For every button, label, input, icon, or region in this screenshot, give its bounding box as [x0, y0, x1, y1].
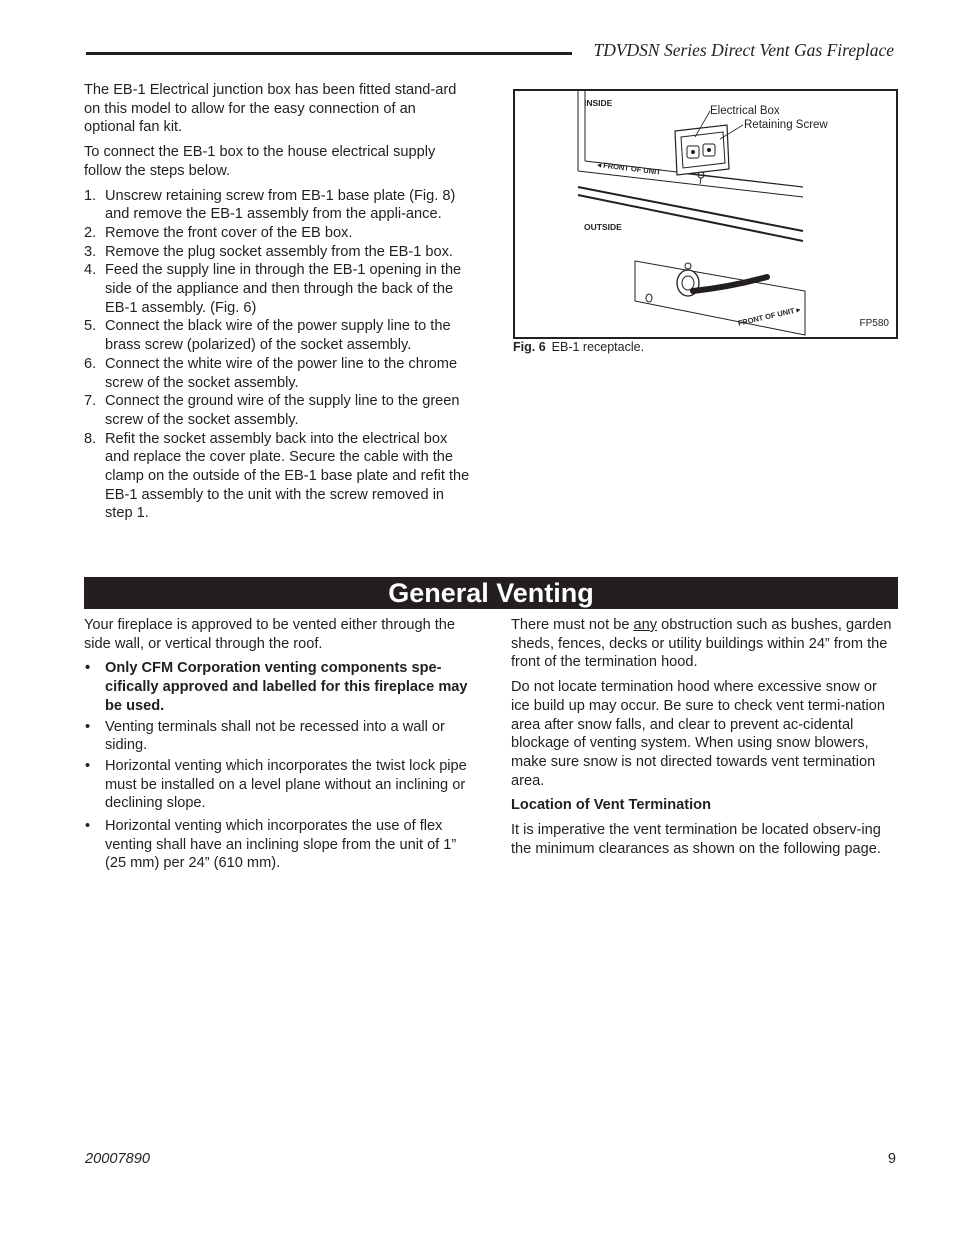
footer-page-number: 9	[887, 1151, 896, 1167]
step-text: Refit the socket assembly back into the electrical box and replace the cover plate. Secure the cable with the clamp on the outside of the EB-1 base plate and refit the EB-1 assembly to the unit with the screw removed in step 1.	[105, 430, 470, 522]
bullet-mark: •	[85, 718, 91, 735]
figure-label-front-top: ◂ FRONT OF UNIT	[596, 160, 662, 177]
step-number: 1.	[84, 187, 97, 204]
paragraph-text: There must not be	[511, 617, 634, 633]
intro-paragraph-1: The EB-1 Electrical junction box has been fitted stand-ard on this model to allow for the easy connection of an optional fan kit.	[84, 82, 457, 136]
bullet-text: Venting terminals shall not be recessed into a wall or siding.	[105, 718, 445, 754]
figure-label-front-bottom: FRONT OF UNIT ▸	[737, 304, 802, 328]
header-rule	[86, 52, 572, 55]
step-text: Unscrew retaining screw from EB-1 base plate (Fig. 8) and remove the EB-1 assembly from the appli-ance.	[105, 187, 456, 223]
bullet-mark: •	[85, 660, 91, 677]
step-text: Remove the plug socket assembly from the EB-1 box.	[105, 243, 453, 260]
step-text: Connect the black wire of the power supply line to the brass screw (polarized) of the socket assembly.	[105, 318, 451, 354]
step-number: 5.	[84, 318, 97, 335]
step-item	[84, 261, 470, 317]
step-text: Remove the front cover of the EB box.	[105, 224, 353, 241]
step-number: 4.	[84, 262, 97, 279]
venting-right-paragraph-2: Do not locate termination hood where excessive snow or ice build up may occur. Be sure to check vent termi-nation area after snow falls, and clear to prevent ac-cidental blockage of venting system. When using snow blowers, make sure snow is not directed towards vent termination area.	[511, 679, 885, 789]
figure-caption-number: Fig. 6	[513, 340, 546, 354]
figure-label-electrical-box: Electrical Box	[710, 105, 780, 117]
bullet-mark: •	[85, 818, 91, 835]
step-item	[84, 243, 470, 262]
step-item	[84, 317, 470, 354]
step-text: Connect the ground wire of the supply line to the green screw of the socket assembly.	[105, 393, 460, 428]
header-title: TDVDSN Series Direct Vent Gas Fireplace	[593, 40, 894, 60]
bullet-item	[84, 757, 472, 813]
section-heading-general-venting: General Venting	[84, 577, 898, 609]
step-number: 7.	[84, 393, 97, 410]
figure-illustration	[515, 91, 896, 337]
figure-caption-text: EB-1 receptacle.	[551, 340, 645, 354]
venting-right-column	[511, 616, 895, 864]
emphasis-any: any	[633, 617, 658, 633]
venting-intro: Your fireplace is approved to be vented either through the side wall, or vertical through the roof.	[84, 617, 456, 652]
figure-code: FP580	[859, 318, 889, 329]
bullet-mark: •	[85, 757, 91, 774]
paragraph-text: obstruction such as bushes, garden sheds, fences, decks or utility buildings within 24” from the front of the termination hood.	[511, 617, 892, 671]
figure-label-retaining-screw: Retaining Screw	[744, 119, 828, 131]
bullet-item	[84, 718, 472, 755]
step-item	[84, 355, 470, 392]
footer-doc-number: 20007890	[85, 1151, 150, 1167]
figure-label-inside: INSIDE	[584, 98, 613, 108]
left-column-top	[84, 81, 470, 523]
step-number: 6.	[84, 355, 97, 372]
step-item	[84, 392, 470, 429]
subheading-location-of-vent-termination: Location of Vent Termination	[511, 797, 711, 814]
step-number: 8.	[84, 430, 97, 447]
step-text: Connect the white wire of the power line to the chrome screw of the socket assembly.	[105, 355, 458, 391]
venting-left-column	[84, 616, 472, 875]
step-item	[84, 430, 470, 524]
bullet-item	[84, 659, 472, 715]
step-number: 2.	[84, 224, 97, 241]
bullet-text: Horizontal venting which incorporates the use of flex venting shall have an inclining slope from the unit of 1” (25 mm) per 24” (610 mm).	[105, 818, 457, 872]
intro-paragraph-2: To connect the EB-1 box to the house electrical supply follow the steps below.	[84, 144, 436, 179]
bullet-text: Horizontal venting which incorporates the twist lock pipe must be installed on a level plane without an inclining or declining slope.	[105, 757, 467, 812]
bullet-text: Only CFM Corporation venting components spe-cifically approved and labelled for this fireplace may be used.	[105, 660, 468, 714]
venting-right-paragraph-3: It is imperative the vent termination be located observ-ing the minimum clearances as shown on the following page.	[511, 822, 881, 857]
bullet-item	[84, 817, 472, 873]
step-item	[84, 187, 470, 224]
venting-right-paragraph-1	[511, 616, 895, 672]
figure-caption	[513, 340, 644, 354]
figure-label-outside: OUTSIDE	[584, 222, 622, 232]
step-number: 3.	[84, 243, 97, 260]
step-item	[84, 224, 470, 243]
figure-eb1-receptacle	[513, 89, 898, 339]
step-text: Feed the supply line in through the EB-1 opening in the side of the appliance and then through the back of the EB-1 assembly. (Fig. 6)	[105, 262, 462, 316]
steps-list	[84, 187, 470, 524]
venting-bullet-list	[84, 659, 472, 873]
